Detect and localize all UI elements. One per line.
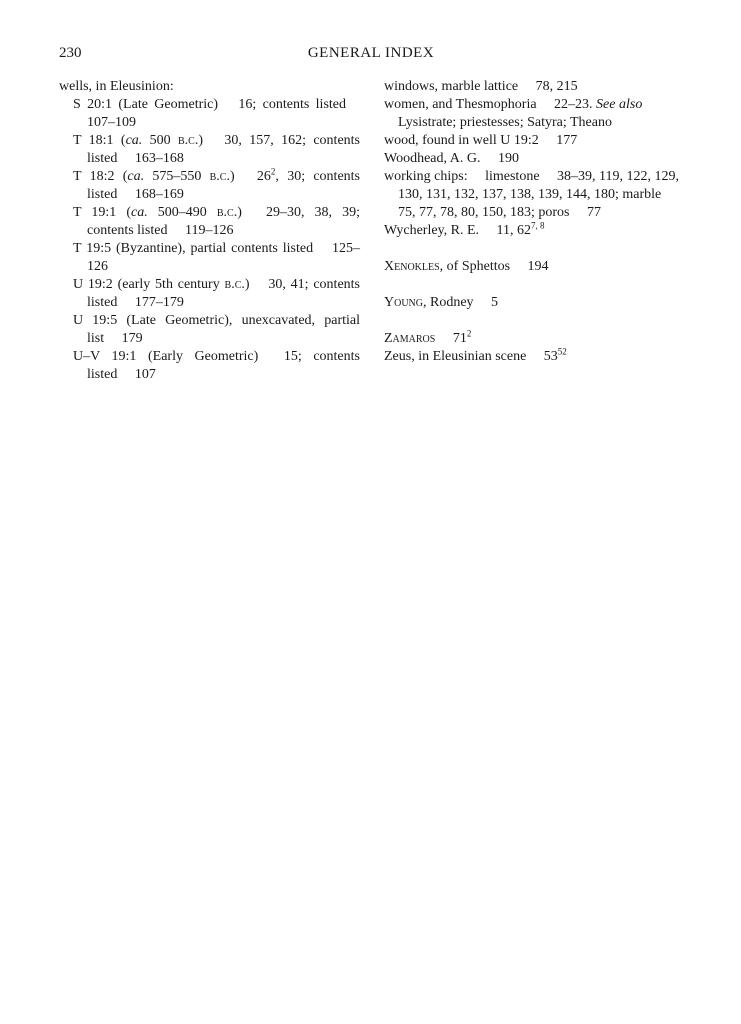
circa-abbrev: ca. — [127, 169, 145, 184]
entry-text: women, and Thesmophoria 22–23. — [384, 97, 597, 112]
index-entry-women — [384, 96, 686, 132]
footnote-ref: 2 — [270, 166, 276, 177]
circa-abbrev: ca. — [131, 205, 148, 220]
subentry-text: 500 — [142, 133, 179, 148]
subentry-text: S 20:1 (Late Geometric) 16; contents listed 107–109 — [73, 97, 360, 130]
footnote-ref: 52 — [557, 346, 567, 357]
page-number: 230 — [59, 45, 82, 61]
circa-abbrev: ca. — [125, 133, 143, 148]
subentry-text: 500–490 — [147, 205, 217, 220]
subentry-text: ) 26 — [229, 169, 271, 184]
see-also: See also — [596, 97, 643, 112]
bc-abbrev: b.c. — [216, 205, 238, 220]
index-subentry-u19-2 — [59, 276, 360, 312]
running-title: GENERAL INDEX — [307, 45, 435, 61]
index-subentry-t18-2 — [59, 168, 360, 204]
index-subentry-s20-1 — [59, 96, 360, 132]
entry-text: Wycherley, R. E. 11, 62 — [384, 223, 532, 238]
entry-name: Young — [384, 295, 423, 310]
entry-text: Lysistrate; priestesses; Satyra; Theano — [398, 115, 612, 130]
bc-abbrev: b.c. — [209, 169, 230, 184]
index-subentry-t19-1 — [59, 204, 360, 240]
index-entry-xenokles — [384, 258, 686, 276]
footnote-ref: 7, 8 — [531, 220, 545, 231]
bc-abbrev: b.c. — [224, 277, 245, 292]
index-subentry-t19-5 — [59, 240, 360, 276]
index-subentry-t18-1 — [59, 132, 360, 168]
entry-text: , of Sphettos 194 — [439, 259, 549, 274]
entry-name: Zamaros — [384, 331, 436, 346]
subentry-text: T 18:1 ( — [73, 133, 126, 148]
subentry-text: U 19:2 (early 5th century — [73, 277, 225, 292]
index-entry-young — [384, 294, 686, 312]
index-entry-woodhead: Woodhead, A. G. 190 — [384, 151, 519, 166]
index-entry-zamaros — [384, 330, 686, 348]
index-subentry-u19-5 — [59, 312, 360, 348]
index-entry-windows: windows, marble lattice 78, 215 — [384, 79, 578, 94]
index-entry-wood: wood, found in well U 19:2 177 — [384, 133, 578, 148]
index-entry-working-chips: working chips: limestone 38–39, 119, 122, 129, 130, 131, 132, 137, 138, 139, 144, 180; marble 75, 77, 78, 80, 150, 183; poros 77 — [384, 169, 680, 220]
index-entry-wells: wells, in Eleusinion: — [59, 79, 174, 94]
subentry-text: U 19:5 (Late Geometric), unexcavated, partial list 179 — [73, 313, 360, 346]
entry-text: Zeus, in Eleusinian scene 53 — [384, 349, 558, 364]
subentry-text: T 19:5 (Byzantine), partial contents listed 125–126 — [73, 241, 360, 274]
index-column-left — [59, 78, 360, 384]
bc-abbrev: b.c. — [178, 133, 199, 148]
subentry-text: U–V 19:1 (Early Geometric) 15; contents listed 107 — [73, 349, 360, 382]
subentry-text: ) 30, 41; contents listed 177–179 — [87, 277, 360, 310]
subentry-text: 575–550 — [144, 169, 210, 184]
entry-name: Xenokles — [384, 259, 440, 274]
subentry-text: ) 29–30, 38, 39; contents listed 119–126 — [87, 205, 360, 238]
entry-text: 71 — [435, 331, 467, 346]
subentry-text: , 30; contents listed 168–169 — [87, 169, 360, 202]
subentry-text: T 19:1 ( — [73, 205, 131, 220]
entry-text: , Rodney 5 — [423, 295, 499, 310]
index-column-right — [384, 78, 686, 366]
index-entry-zeus — [384, 348, 686, 366]
subentry-text: ) 30, 157, 162; contents listed 163–168 — [87, 133, 360, 166]
index-entry-wycherley — [384, 222, 686, 240]
subentry-text: T 18:2 ( — [73, 169, 128, 184]
footnote-ref: 2 — [466, 328, 472, 339]
index-subentry-uv19-1 — [59, 348, 360, 384]
page-header — [59, 44, 683, 64]
